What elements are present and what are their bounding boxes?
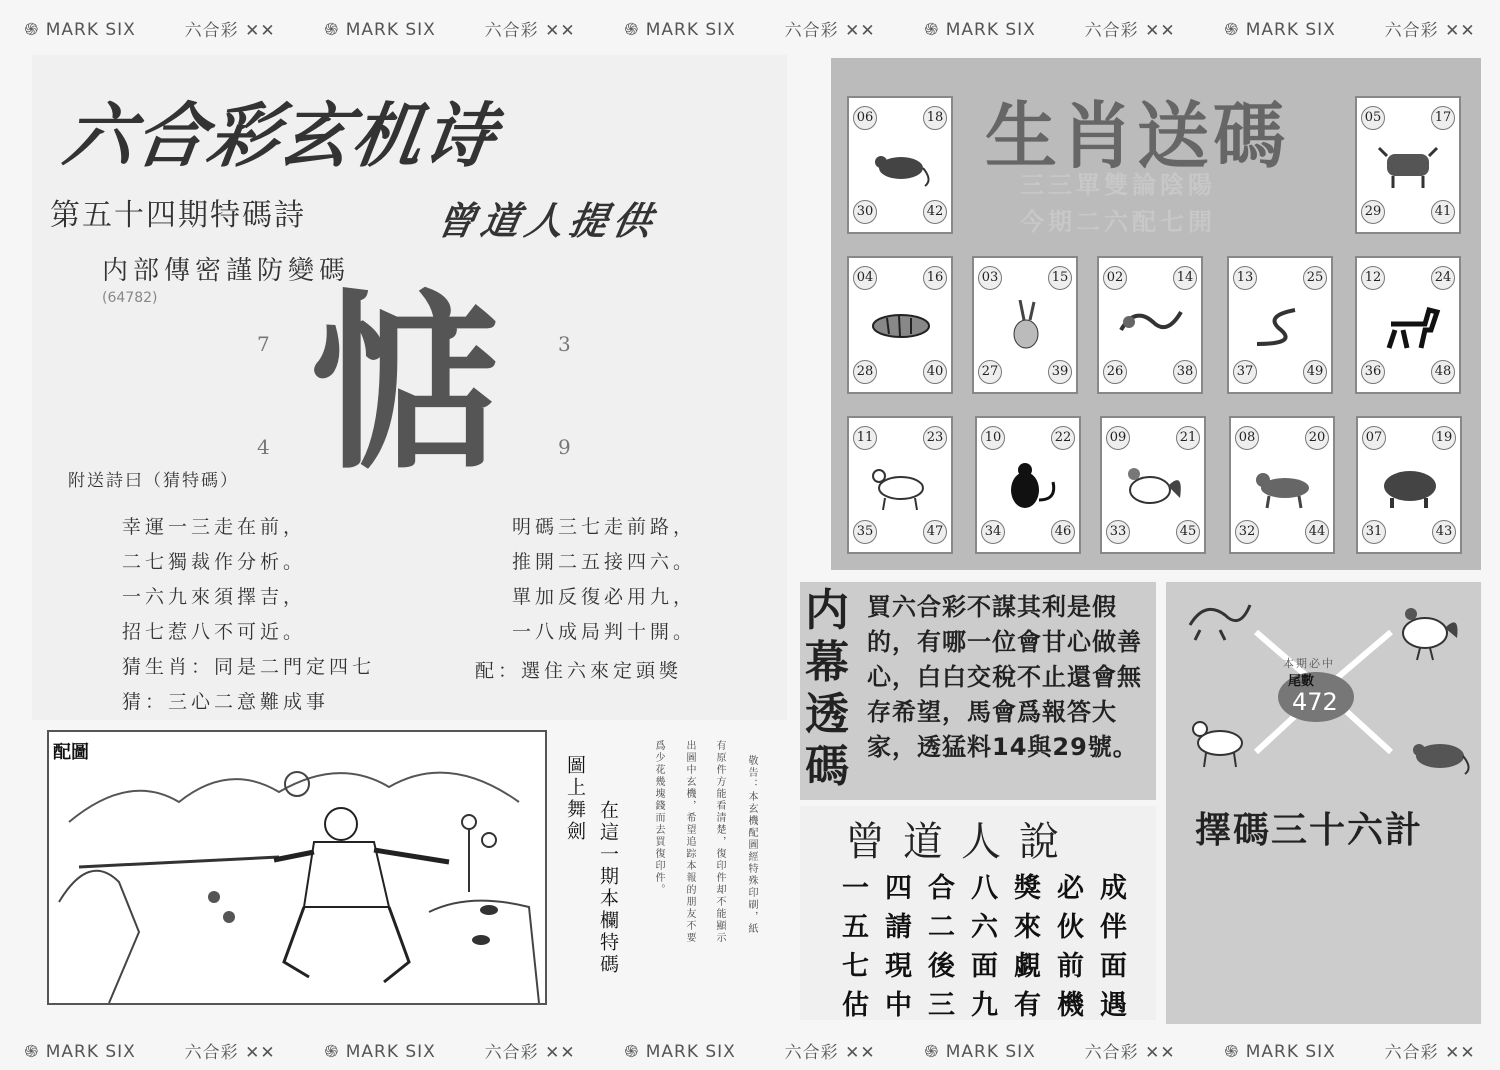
poem-line: 明碼三七走前路， (512, 516, 697, 538)
zodiac-number: 14 (1173, 266, 1197, 290)
zodiac-number: 28 (853, 360, 877, 384)
tail-ring-text: 本期必中 (1283, 657, 1335, 670)
zodiac-number: 31 (1362, 520, 1386, 544)
zodiac-card-horse (1355, 256, 1461, 394)
zodiac-number: 34 (981, 520, 1005, 544)
zodiac-number: 29 (1361, 200, 1385, 224)
corner-digit: 3 (558, 332, 571, 356)
zodiac-number: 26 (1103, 360, 1127, 384)
banner-text: ֍ MARK SIX (624, 19, 736, 40)
zodiac-number: 10 (981, 426, 1005, 450)
zodiac-number: 08 (1235, 426, 1259, 450)
notice-col: 爲少花幾塊錢而去買復印件。 (653, 740, 664, 896)
zodiac-number: 43 (1432, 520, 1456, 544)
zodiac-title: 生肖送碼 (985, 94, 1290, 178)
banner-cn: 六合彩 ✕✕ (1384, 1042, 1476, 1063)
provider: 曾道人提供 (433, 199, 662, 243)
top-banner (0, 8, 1500, 48)
gift-line: 附送詩曰（猜特碼） (68, 471, 239, 491)
tail-label: 尾數 (1288, 674, 1315, 689)
corner-digit: 7 (257, 332, 270, 356)
zodiac-number: 24 (1431, 266, 1455, 290)
banner-cn: 六合彩 ✕✕ (184, 20, 276, 41)
zodiac-card-dog (1229, 416, 1335, 554)
caption-a: 圖上舞劍 (564, 755, 586, 843)
notice-col: 出圖中玄機，希望追踪本報的朋友不要 (684, 740, 695, 944)
goat-icon (1188, 715, 1258, 770)
code-number: (64782) (102, 290, 158, 306)
poem-line: 推開二五接四六。 (512, 551, 697, 573)
zodiac-number: 33 (1106, 520, 1130, 544)
zodiac-number: 17 (1431, 106, 1455, 130)
zodiac-number: 39 (1048, 360, 1072, 384)
banner-cn: 六合彩 ✕✕ (484, 1042, 576, 1063)
issue-title: 第五十四期特碼詩 (50, 198, 306, 233)
rooster-icon (1120, 460, 1188, 510)
banner-text: ֍ MARK SIX (324, 1041, 436, 1062)
zodiac-number: 09 (1106, 426, 1130, 450)
zodiac-number: 07 (1362, 426, 1386, 450)
zodiac-number: 36 (1361, 360, 1385, 384)
zodiac-card-rat (847, 96, 953, 234)
zodiac-number: 25 (1303, 266, 1327, 290)
zodiac-card-goat (847, 416, 953, 554)
zodiac-number: 30 (853, 200, 877, 224)
banner-text: ֍ MARK SIX (924, 19, 1036, 40)
zodiac-number: 42 (923, 200, 947, 224)
zodiac-number: 49 (1303, 360, 1327, 384)
zodiac-number: 18 (923, 106, 947, 130)
rooster-icon (1395, 598, 1465, 663)
caption-b: 在這一期本欄特碼 (597, 800, 619, 976)
ox-icon (1375, 140, 1443, 190)
dragon-icon (1117, 300, 1185, 350)
notice-col: 有原件方能看清楚，復印件却不能顯示 (714, 740, 725, 944)
saying-line: 五請二六來伙伴 (842, 912, 1143, 943)
banner-text: ֍ MARK SIX (624, 1041, 736, 1062)
zodiac-number: 48 (1431, 360, 1455, 384)
code-number-value: 64782 (107, 290, 153, 306)
poem-line: 單加反復必用九， (512, 586, 697, 608)
zodiac-card-snake (1227, 256, 1333, 394)
big-character: 惦 (310, 274, 501, 495)
zodiac-card-tiger (847, 256, 953, 394)
zodiac-subtitle: 今期二六配七開 (1020, 208, 1216, 236)
secret-line: 内部傳密謹防變碼 (102, 256, 351, 286)
banner-cn: 六合彩 ✕✕ (1384, 20, 1476, 41)
zodiac-number: 32 (1235, 520, 1259, 544)
banner-cn: 六合彩 ✕✕ (1084, 1042, 1176, 1063)
zodiac-number: 16 (923, 266, 947, 290)
zodiac-number: 27 (978, 360, 1002, 384)
banner-cn: 六合彩 ✕✕ (184, 1042, 276, 1063)
zodiac-number: 03 (978, 266, 1002, 290)
goat-icon (867, 460, 935, 510)
tiger-icon (867, 300, 935, 350)
zodiac-number: 11 (853, 426, 877, 450)
zodiac-card-monkey (975, 416, 1081, 554)
zodiac-card-rooster (1100, 416, 1206, 554)
banner-cn: 六合彩 ✕✕ (484, 20, 576, 41)
banner-text: ֍ MARK SIX (1224, 1041, 1336, 1062)
strategy-title: 擇碼三十六計 (1195, 810, 1424, 851)
zodiac-number: 45 (1176, 520, 1200, 544)
zodiac-number: 19 (1432, 426, 1456, 450)
banner-cn: 六合彩 ✕✕ (784, 1042, 876, 1063)
bottom-banner (0, 1030, 1500, 1070)
zodiac-subtitle: 三三單雙論陰陽 (1020, 171, 1216, 199)
saying-title: 曾道人說 (845, 819, 1077, 865)
zodiac-number: 04 (853, 266, 877, 290)
zodiac-card-pig (1356, 416, 1462, 554)
zodiac-card-rabbit (972, 256, 1078, 394)
pair-line: 配：選住六來定頭獎 (475, 660, 683, 682)
poem-line: 幸運一三走在前， (122, 516, 307, 538)
zodiac-number: 46 (1051, 520, 1075, 544)
rat-icon (867, 140, 935, 190)
guess-zodiac: 猜生肖：同是二門定四七 (122, 656, 376, 678)
zodiac-number: 23 (923, 426, 947, 450)
zodiac-number: 20 (1305, 426, 1329, 450)
banner-text: ֍ MARK SIX (1224, 19, 1336, 40)
inside-label: 内幕透碼 (805, 585, 849, 792)
zodiac-number: 35 (853, 520, 877, 544)
zodiac-card-dragon (1097, 256, 1203, 394)
saying-line: 估中三九有機遇 (842, 990, 1143, 1021)
horse-icon (1375, 300, 1443, 350)
saying-line: 七現後面覷前面 (842, 951, 1143, 982)
page-title: 六合彩玄机诗 (58, 95, 502, 177)
zodiac-number: 06 (853, 106, 877, 130)
banner-text: ֍ MARK SIX (24, 19, 136, 40)
saying-line: 一四合八獎必成 (842, 873, 1143, 904)
zodiac-number: 15 (1048, 266, 1072, 290)
poem-line: 一八成局判十開。 (512, 621, 697, 643)
rat-icon (1405, 728, 1475, 778)
zodiac-number: 38 (1173, 360, 1197, 384)
dragon-icon (1185, 595, 1255, 645)
banner-text: ֍ MARK SIX (324, 19, 436, 40)
zodiac-number: 44 (1305, 520, 1329, 544)
zodiac-number: 02 (1103, 266, 1127, 290)
poem-line: 招七惹八不可近。 (122, 621, 307, 643)
inside-text: 買六合彩不謀其利是假的，有哪一位會甘心做善心，白白交稅不止還會無存希望，馬會爲報答大家，透猛料14與29號。 (867, 593, 1142, 761)
zodiac-number: 13 (1233, 266, 1257, 290)
banner-cn: 六合彩 ✕✕ (1084, 20, 1176, 41)
corner-digit: 9 (558, 435, 571, 459)
zodiac-number: 47 (923, 520, 947, 544)
illustration-label: 配圖 (53, 742, 89, 763)
banner-text: ֍ MARK SIX (924, 1041, 1036, 1062)
zodiac-number: 21 (1176, 426, 1200, 450)
zodiac-number: 22 (1051, 426, 1075, 450)
rabbit-icon (992, 300, 1060, 350)
poem-line: 二七獨裁作分析。 (122, 551, 307, 573)
snake-icon (1247, 300, 1315, 350)
guess-line: 猜：三心二意難成事 (122, 691, 330, 713)
zodiac-number: 12 (1361, 266, 1385, 290)
tail-value: 472 (1292, 688, 1338, 716)
monkey-icon (995, 460, 1063, 510)
corner-digit: 4 (257, 435, 270, 459)
sword-dancer-illustration (49, 732, 545, 1003)
poem-line: 一六九來須擇吉， (122, 586, 307, 608)
zodiac-card-ox (1355, 96, 1461, 234)
pig-icon (1376, 460, 1444, 510)
illustration-frame (47, 730, 547, 1005)
zodiac-number: 05 (1361, 106, 1385, 130)
zodiac-number: 37 (1233, 360, 1257, 384)
zodiac-number: 40 (923, 360, 947, 384)
notice-col: 敬告：本玄機配圖經特殊印刷，紙 (746, 755, 757, 935)
banner-text: ֍ MARK SIX (24, 1041, 136, 1062)
dog-icon (1249, 460, 1317, 510)
banner-cn: 六合彩 ✕✕ (784, 20, 876, 41)
zodiac-number: 41 (1431, 200, 1455, 224)
